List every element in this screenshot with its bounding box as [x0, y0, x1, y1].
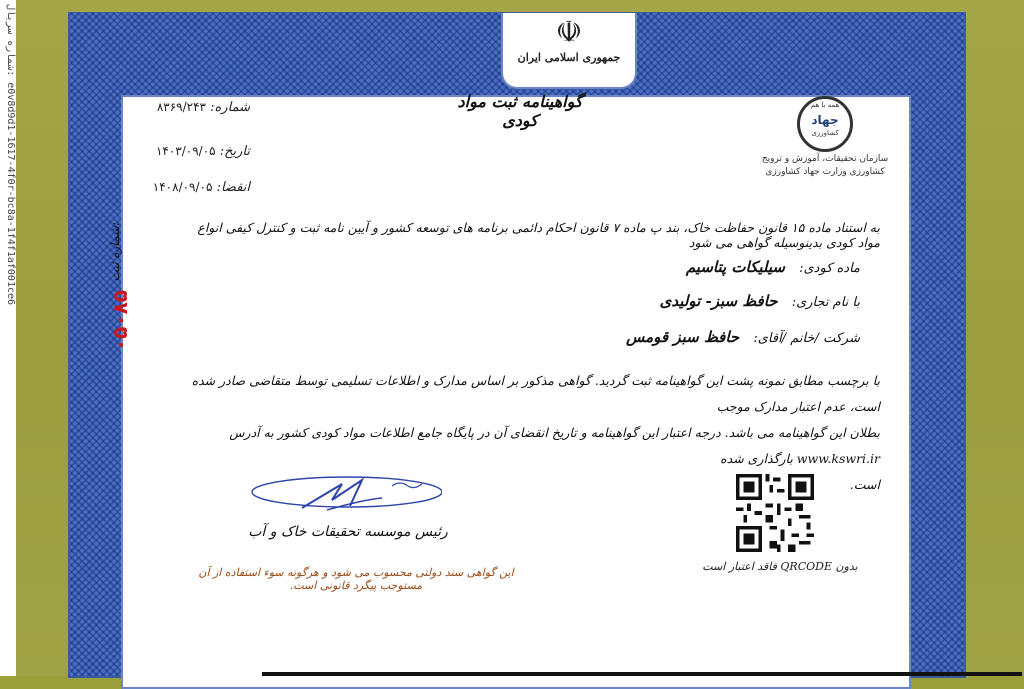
- logo-small-bottom: کشاورزی: [811, 129, 839, 137]
- trade-value: حافظ سبز- تولیدی: [659, 292, 778, 310]
- jihad-logo: [760, 96, 890, 178]
- legal-warning: این گواهی سند دولتی محسوب می شود و هرگونه سوء استفاده از آن مستوجب پیگرد قانونی است.: [198, 566, 514, 592]
- number-value: ۸۳۶۹/۲۴۳: [156, 100, 207, 114]
- date-row: [130, 144, 250, 159]
- expiry-row: [130, 180, 250, 195]
- body-line-1: با برچسب مطابق نمونه پشت این گواهینامه ثبت گردید. گواهی مذکور بر اساس مدارک و اطلاعات تسلیمی توسط متقاضی صادر شده است، عدم اعتبار مدارک موجب: [191, 373, 880, 414]
- logo-subtitle-1: سازمان تحقیقات، آموزش و ترویج: [761, 154, 889, 164]
- expiry-label: انقضا:: [216, 180, 250, 195]
- material-row: [560, 258, 860, 276]
- registration-number: ۰۵۰۸۵: [108, 290, 132, 352]
- registration-label: شماره ثبت:: [108, 222, 122, 282]
- number-row: [130, 100, 250, 115]
- expiry-value: ۱۴۰۸/۰۹/۰۵: [152, 180, 213, 194]
- trade-name-row: [560, 292, 860, 310]
- bottom-divider: [262, 672, 1022, 676]
- material-value: سیلیکات پتاسیم: [685, 258, 785, 276]
- page-title: گواهینامه ثبت مواد کودی: [457, 92, 583, 130]
- company-label: شرکت /خانم /آقای:: [753, 331, 860, 346]
- material-label: ماده کودی:: [799, 261, 860, 276]
- date-value: ۱۴۰۳/۰۹/۰۵: [155, 144, 216, 158]
- logo-subtitle-2: کشاورزی وزارت جهاد کشاورزی: [765, 167, 885, 177]
- logo-emblem-icon: [797, 96, 853, 152]
- company-row: [560, 328, 860, 346]
- side-serial-number: شماره سریال: e0v8d9d1-1617-4f0r-bc8a-1f4f1af001ce6: [0, 0, 16, 676]
- intro-text: به استناد ماده ۱۵ قانون حفاظت خاک، بند پ ماده ۷ قانون احکام دائمی برنامه های توسعه کشور و آیین نامه ثبت و کنترل کیفی انواع مواد کودی بدینوسیله گواهی می شود: [197, 220, 880, 250]
- number-label: شماره:: [210, 100, 250, 115]
- date-label: تاریخ:: [219, 144, 250, 159]
- iran-emblem-icon: ☫: [555, 15, 583, 50]
- company-value: حافظ سبز قومس: [626, 328, 740, 346]
- logo-small-top: همه با هم: [810, 101, 840, 109]
- logo-word: جهاد: [811, 113, 839, 127]
- qr-code: [736, 474, 814, 552]
- body-line-2: بطلان این گواهینامه می باشد. درجه اعتبار این گواهینامه و تاریخ انقضای آن در پایگاه جامع اطلاعات مواد کودی کشور به آدرس www.kswri.ir بارگذاری شده: [229, 425, 880, 466]
- body-line-3: است.: [849, 477, 880, 492]
- qr-caption: بدون QRCODE فاقد اعتبار است: [702, 560, 858, 573]
- trade-label: با نام تجاری:: [791, 295, 860, 310]
- emblem-box: [501, 13, 637, 89]
- signature: [232, 470, 442, 520]
- emblem-text: جمهوری اسلامی ایران: [517, 51, 621, 64]
- signature-title: رئیس موسسه تحقیقات خاک و آب: [248, 524, 448, 540]
